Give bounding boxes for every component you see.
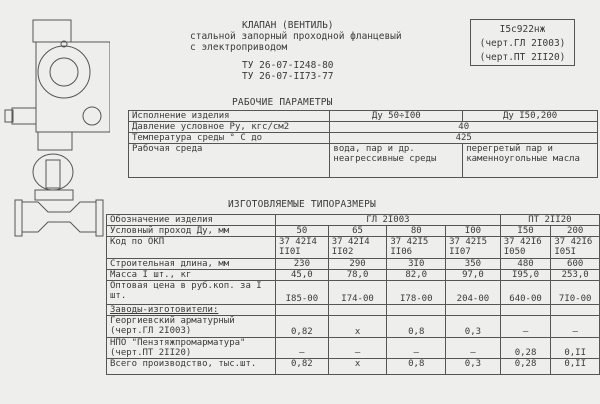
param-label: Температура среды ° С до [129,133,330,144]
cell: 37 42I4 II0I [276,237,329,259]
cell: – [446,338,501,359]
drawing-ref-1: (черт.ГЛ 2I003) [479,38,566,49]
cell: I50 [500,226,551,237]
cell: I78-00 [387,281,446,305]
table-row [129,144,598,178]
row-label: Масса I шт., кг [107,270,276,281]
cell: 82,0 [387,270,446,281]
table-row [107,237,600,259]
table-row [107,215,600,226]
product-code-box [470,19,575,66]
row-label: Обозначение изделия [107,215,276,226]
sizes-title: ИЗГОТОВЛЯЕМЫЕ ТИПОРАЗМЕРЫ [228,199,376,210]
cell: 640-00 [500,281,551,305]
row-label: Всего производство, тыс.шт. [107,359,276,375]
cell: – [551,316,600,338]
cell: 37 42I5 II06 [387,237,446,259]
cell: 65 [328,226,387,237]
row-label: Оптовая цена в руб.коп. за I шт. [107,281,276,305]
cell: 97,0 [446,270,501,281]
tu-1: ТУ 26-07-I248-80 [242,60,334,71]
cell: 50 [276,226,329,237]
param-value: Ду I50,200 [463,111,598,122]
param-value: перегретый пар и каменноугольные масла [463,144,598,178]
product-code: I5с922нж [499,24,546,35]
cell: 78,0 [328,270,387,281]
cell: 230 [276,259,329,270]
row-label: Георгиевский арматурный (черт.ГЛ 2I003) [107,316,276,338]
table-row [107,281,600,305]
row-label: Код по ОКП [107,237,276,259]
param-value: 40 [330,122,598,133]
cell: I95,0 [500,270,551,281]
sizes-table [106,214,600,375]
param-label: Давление условное Ру, кгс/см2 [129,122,330,133]
cell: 0,II [551,359,600,375]
cell: 0,8 [387,359,446,375]
cell: 0,82 [276,316,329,338]
cell: х [328,359,387,375]
table-row [107,226,600,237]
cell: 80 [387,226,446,237]
doc-title: КЛАПАН (ВЕНТИЛЬ) [242,20,334,31]
cell: 204-00 [446,281,501,305]
param-value: вода, пар и др. неагрессивные среды [330,144,463,178]
group-header: ГЛ 2I003 [276,215,501,226]
cell: 45,0 [276,270,329,281]
cell: 290 [328,259,387,270]
cell: х [328,316,387,338]
row-label: Заводы-изготовители: [107,305,276,316]
cell: 37 42I6 I050 [500,237,551,259]
cell: 200 [551,226,600,237]
cell: – [387,338,446,359]
tu-2: ТУ 26-07-II73-77 [242,71,334,82]
cell: 7I0-00 [551,281,600,305]
drawing-ref-2: (черт.ПТ 2II20) [479,52,566,63]
row-label: Строительная длина, мм [107,259,276,270]
cell: I74-00 [328,281,387,305]
row-label: Условный проход Ду, мм [107,226,276,237]
cell: 480 [500,259,551,270]
cell: 253,0 [551,270,600,281]
cell: – [500,316,551,338]
cell: 0,8 [387,316,446,338]
cell: 3I0 [387,259,446,270]
cell: – [328,338,387,359]
table-row [107,338,600,359]
doc-subtitle-2: с электроприводом [190,42,288,53]
cell: 37 42I6 I05I [551,237,600,259]
cell: I00 [446,226,501,237]
params-table [128,110,598,178]
table-row [107,270,600,281]
cell: – [276,338,329,359]
params-title: РАБОЧИЕ ПАРАМЕТРЫ [232,97,333,108]
doc-subtitle-1: стальной запорный проходной фланцевый [190,31,402,42]
table-row [107,305,600,316]
title-block [190,20,450,82]
cell: 0,3 [446,316,501,338]
cell: 0,3 [446,359,501,375]
cell: 350 [446,259,501,270]
cell: 0,II [551,338,600,359]
cell: 37 42I5 II07 [446,237,501,259]
param-value: 425 [330,133,598,144]
param-value: Ду 50÷I00 [330,111,463,122]
cell: I85-00 [276,281,329,305]
cell: 37 42I4 II02 [328,237,387,259]
table-row [129,122,598,133]
cell: 0,28 [500,338,551,359]
cell: 0,28 [500,359,551,375]
param-label: Рабочая среда [129,144,330,178]
table-row [107,316,600,338]
cell: 600 [551,259,600,270]
table-row [129,111,598,122]
group-header: ПТ 2II20 [500,215,599,226]
cell: 0,82 [276,359,329,375]
table-row [107,359,600,375]
table-row [129,133,598,144]
valve-drawing [0,0,110,250]
table-row [107,259,600,270]
row-label: НПО "Пензтяжпромарматура" (черт.ПТ 2II20) [107,338,276,359]
param-label: Исполнение изделия [129,111,330,122]
